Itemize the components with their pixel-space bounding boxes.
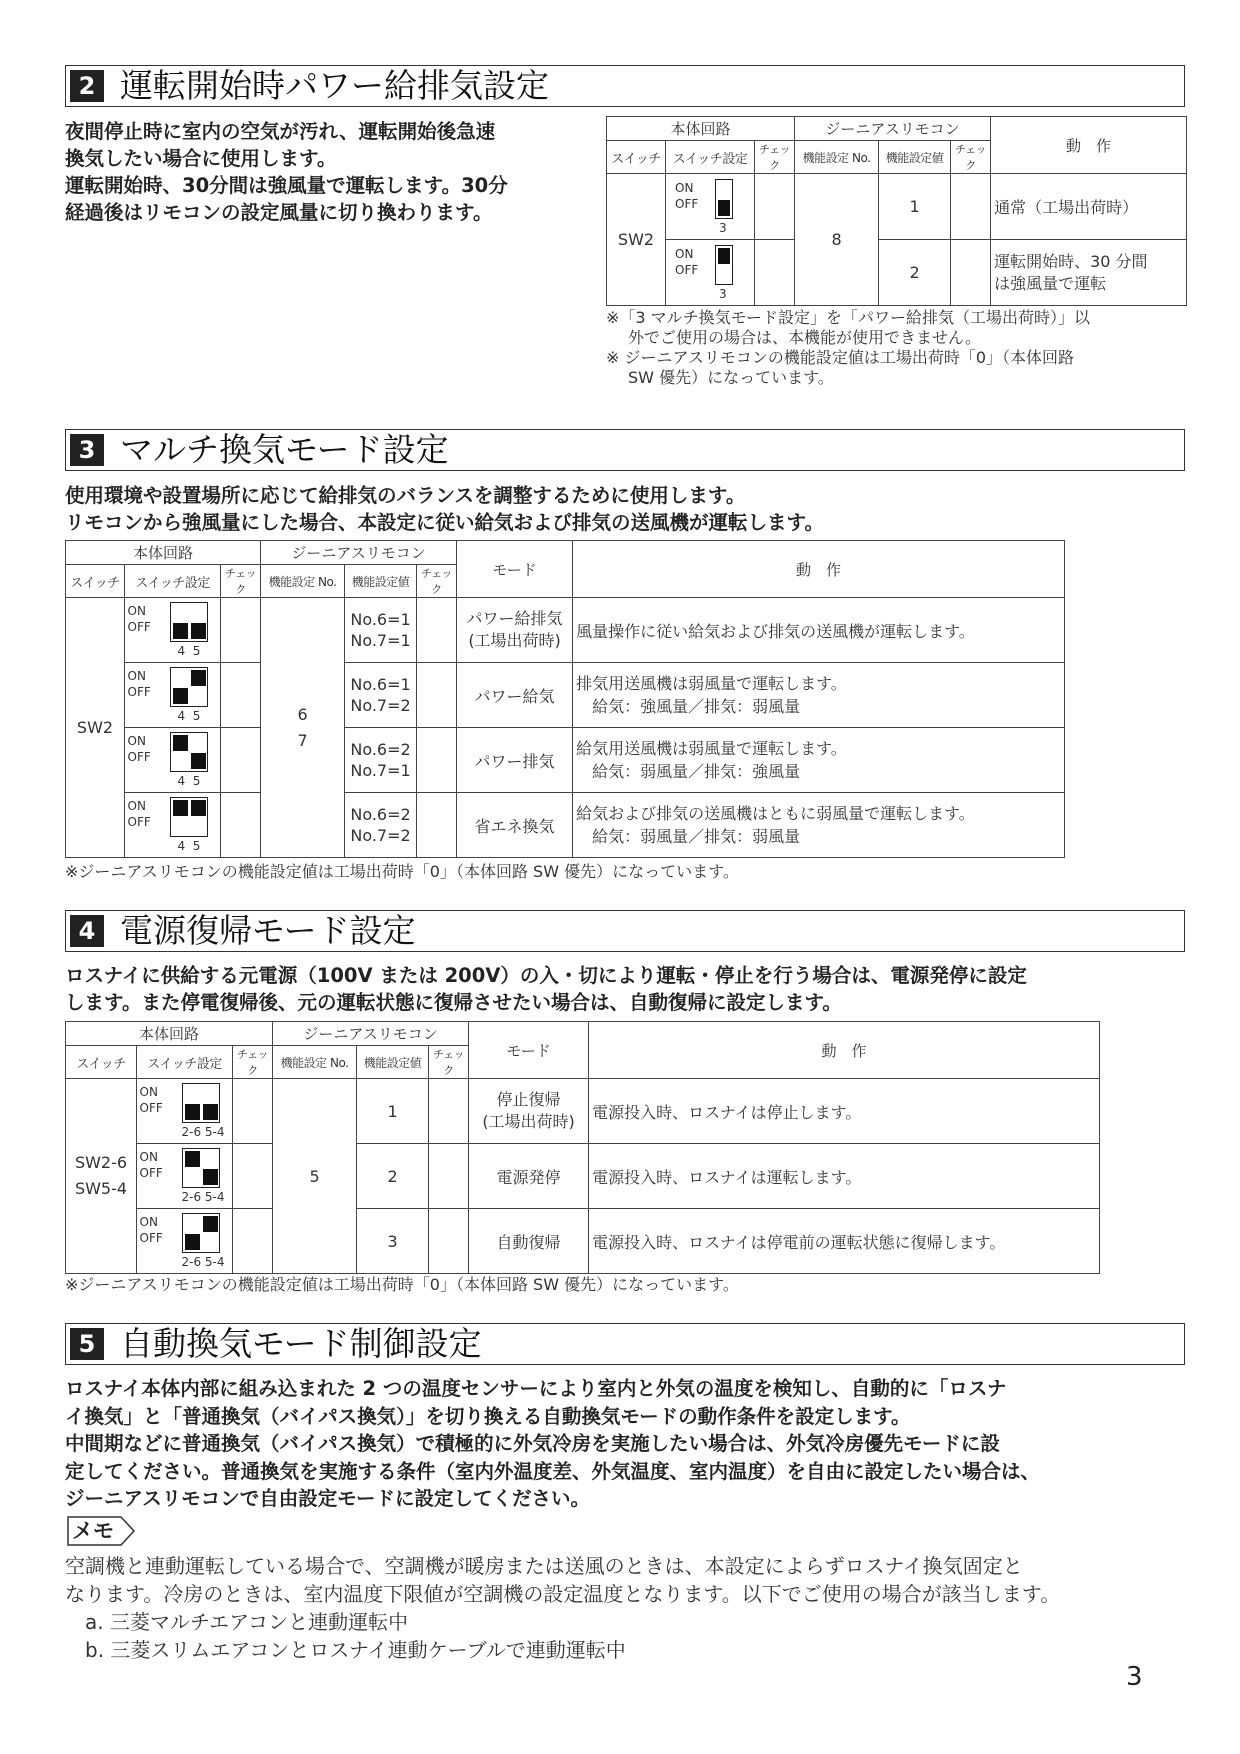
check-cell xyxy=(221,663,261,728)
header-genie: ジーニアスリモコン xyxy=(795,117,991,141)
func-val: 3 xyxy=(357,1209,429,1274)
func-no: 6 7 xyxy=(261,598,345,858)
mode: パワー排気 xyxy=(457,728,573,793)
check-cell xyxy=(417,793,457,858)
func-val: 1 xyxy=(879,174,951,240)
header-check: チェック xyxy=(951,141,991,174)
check-cell xyxy=(755,240,795,306)
section-2-notes: ※「3 マルチ換気モード設定」を「パワー給排気（工場出荷時）」以 外でご使用の場合は、本機能が使用できません。 ※ ジーニアスリモコンの機能設定値は工場出荷時「0」（本体回路 SW 優先）になっています。 xyxy=(606,308,1091,387)
check-cell xyxy=(417,598,457,663)
check-cell xyxy=(429,1144,469,1209)
header-switch-setting: スイッチ設定 xyxy=(666,141,755,174)
section-number: 5 xyxy=(70,1328,104,1360)
action: 通常（工場出荷時） xyxy=(991,174,1187,240)
mode: 省エネ換気 xyxy=(457,793,573,858)
header-switch: スイッチ xyxy=(66,1046,137,1079)
action: 給気用送風機は弱風量で運転します。 給気：弱風量／排気：強風量 xyxy=(573,728,1065,793)
action: 電源投入時、ロスナイは停止します。 xyxy=(589,1079,1100,1144)
header-func-no: 機能設定 No. xyxy=(273,1046,357,1079)
check-cell xyxy=(221,598,261,663)
dip-switch-on: ON OFF 3 xyxy=(666,240,755,306)
check-cell xyxy=(429,1079,469,1144)
header-switch: スイッチ xyxy=(607,141,666,174)
section-3-note: ※ジーニアスリモコンの機能設定値は工場出荷時「0」（本体回路 SW 優先）になっています。 xyxy=(65,862,739,881)
section-3-description: 使用環境や設置場所に応じて給排気のバランスを調整するために使用します。 リモコンから強風量にした場合、本設定に従い給気および排気の送風機が運転します。 xyxy=(65,484,824,534)
func-no: 8 xyxy=(795,174,879,306)
func-val: No.6=1 No.7=1 xyxy=(345,598,417,663)
header-mode: モード xyxy=(457,541,573,598)
section-4-note: ※ジーニアスリモコンの機能設定値は工場出荷時「0」（本体回路 SW 優先）になっています。 xyxy=(65,1275,739,1294)
header-dousa: 動 作 xyxy=(589,1022,1100,1079)
section-5-description: ロスナイ本体内部に組み込まれた 2 つの温度センサーにより室内と外気の温度を検知し、自動的に「ロスナ イ換気」と「普通換気（バイパス換気）」を切り換える自動換気モードの動作条件を設定します。 中間期などに普通換気（バイパス換気）で積極的に外気冷房を実施したい場合は、外気冷房優先モードに設 定してください。普通換気を実施する条件（室内外温度差、外気温度、室内温度）を自由に設定したい場合は、 ジーニアスリモコンで自由設定モードに設定してください。 xyxy=(65,1377,1041,1510)
func-val: No.6=2 No.7=1 xyxy=(345,728,417,793)
mode: パワー給排気 (工場出荷時) xyxy=(457,598,573,663)
section-3-header xyxy=(65,429,1185,471)
header-hontai: 本体回路 xyxy=(607,117,795,141)
switch-name: SW2-6 SW5-4 xyxy=(66,1079,137,1274)
header-genie: ジーニアスリモコン xyxy=(261,541,457,565)
header-check: チェック xyxy=(429,1046,469,1079)
header-func-val: 機能設定値 xyxy=(345,565,417,598)
header-func-no: 機能設定 No. xyxy=(795,141,879,174)
section-number: 3 xyxy=(70,434,104,466)
header-dousa: 動 作 xyxy=(573,541,1065,598)
dip-switch-off-off: ON OFF 2-6 5-4 xyxy=(137,1079,233,1144)
func-val: No.6=1 No.7=2 xyxy=(345,663,417,728)
section-number: 4 xyxy=(70,915,104,947)
func-val: 1 xyxy=(357,1079,429,1144)
action: 運転開始時、30 分間 は強風量で運転 xyxy=(991,240,1187,306)
dip-switch-off: ON OFF 3 xyxy=(666,174,755,240)
mode: 電源発停 xyxy=(469,1144,589,1209)
memo-text: メモ xyxy=(72,1519,114,1543)
mode: 停止復帰 (工場出荷時) xyxy=(469,1079,589,1144)
header-mode: モード xyxy=(469,1022,589,1079)
header-switch: スイッチ xyxy=(66,565,125,598)
section-4-description: ロスナイに供給する元電源（100V または 200V）の入・切により運転・停止を行う場合は、電源発停に設定 します。また停電復帰後、元の運転状態に復帰させたい場合は、自動復帰に設定します。 xyxy=(65,964,1027,1014)
dip-switch-off-off: ON OFF 4 5 xyxy=(125,598,221,663)
header-genie: ジーニアスリモコン xyxy=(273,1022,469,1046)
check-cell xyxy=(221,728,261,793)
section-4-header xyxy=(65,910,1185,952)
check-cell xyxy=(951,240,991,306)
header-check: チェック xyxy=(417,565,457,598)
check-cell xyxy=(233,1209,273,1274)
header-check: チェック xyxy=(755,141,795,174)
dip-switch-off-on: ON OFF 4 5 xyxy=(125,663,221,728)
switch-name: SW2 xyxy=(607,174,666,306)
check-cell xyxy=(951,174,991,240)
action: 給気および排気の送風機はともに弱風量で運転します。 給気：弱風量／排気：弱風量 xyxy=(573,793,1065,858)
func-val: 2 xyxy=(357,1144,429,1209)
check-cell xyxy=(755,174,795,240)
func-no: 5 xyxy=(273,1079,357,1274)
header-hontai: 本体回路 xyxy=(66,541,261,565)
section-number: 2 xyxy=(70,70,104,102)
section-title: 自動換気モード制御設定 xyxy=(120,1324,482,1363)
func-val: 2 xyxy=(879,240,951,306)
header-dousa: 動 作 xyxy=(991,117,1187,174)
section-title: 電源復帰モード設定 xyxy=(120,911,416,950)
section-2-table xyxy=(606,116,1187,306)
check-cell xyxy=(221,793,261,858)
mode: 自動復帰 xyxy=(469,1209,589,1274)
header-check: チェック xyxy=(221,565,261,598)
dip-switch-on-off: ON OFF 4 5 xyxy=(125,728,221,793)
func-val: No.6=2 No.7=2 xyxy=(345,793,417,858)
section-2-header xyxy=(65,65,1185,107)
header-func-val: 機能設定値 xyxy=(357,1046,429,1079)
memo-label xyxy=(67,1516,137,1546)
header-check: チェック xyxy=(233,1046,273,1079)
header-switch-setting: スイッチ設定 xyxy=(137,1046,233,1079)
header-switch-setting: スイッチ設定 xyxy=(125,565,221,598)
action: 排気用送風機は弱風量で運転します。 給気：強風量／排気：弱風量 xyxy=(573,663,1065,728)
header-func-no: 機能設定 No. xyxy=(261,565,345,598)
section-3-table xyxy=(65,540,1065,858)
header-func-val: 機能設定値 xyxy=(879,141,951,174)
action: 電源投入時、ロスナイは停電前の運転状態に復帰します。 xyxy=(589,1209,1100,1274)
check-cell xyxy=(233,1144,273,1209)
dip-switch-on-off: ON OFF 2-6 5-4 xyxy=(137,1144,233,1209)
dip-switch-off-on: ON OFF 2-6 5-4 xyxy=(137,1209,233,1274)
section-title: マルチ換気モード設定 xyxy=(120,430,449,469)
section-title: 運転開始時パワー給排気設定 xyxy=(120,66,549,105)
action: 電源投入時、ロスナイは運転します。 xyxy=(589,1144,1100,1209)
memo-body: 空調機と連動運転している場合で、空調機が暖房または送風のときは、本設定によらずロスナイ換気固定と なります。冷房のときは、室内温度下限値が空調機の設定温度となります。以下でご使用の場合が該当します。 a. 三菱マルチエアコンと連動運転中 b. 三菱スリムエアコンとロスナイ連動ケーブルで連動運転中 xyxy=(65,1554,1061,1662)
mode: パワー給気 xyxy=(457,663,573,728)
page-number: 3 xyxy=(1126,1662,1143,1692)
check-cell xyxy=(233,1079,273,1144)
check-cell xyxy=(417,728,457,793)
dip-switch-on-on: ON OFF 4 5 xyxy=(125,793,221,858)
action: 風量操作に従い給気および排気の送風機が運転します。 xyxy=(573,598,1065,663)
check-cell xyxy=(417,663,457,728)
section-5-header xyxy=(65,1323,1185,1365)
header-hontai: 本体回路 xyxy=(66,1022,273,1046)
check-cell xyxy=(429,1209,469,1274)
section-2-description: 夜間停止時に室内の空気が汚れ、運転開始後急速 換気したい場合に使用します。 運転開始時、30分間は強風量で運転します。30分 経過後はリモコンの設定風量に切り換わります。 xyxy=(65,120,508,224)
switch-name: SW2 xyxy=(66,598,125,858)
section-4-table xyxy=(65,1021,1100,1274)
